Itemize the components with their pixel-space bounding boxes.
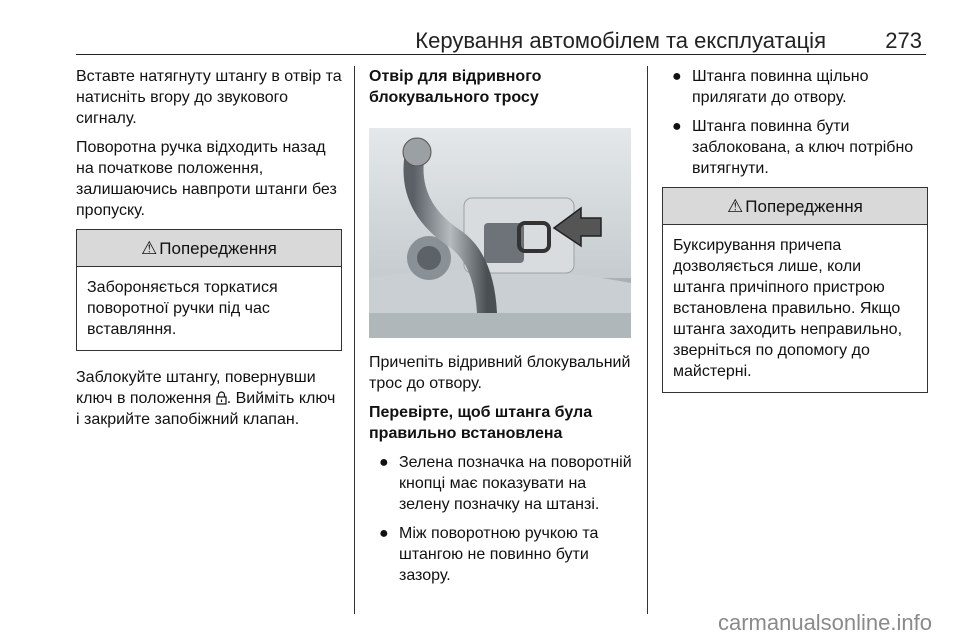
paragraph	[76, 367, 342, 430]
warning-header	[77, 230, 341, 267]
list-item-text: Між поворотною ручкою та штангою не повинно бути зазору.	[399, 525, 599, 584]
paragraph-text: . Вийміть ключ і закрийте запобіжний клапан.	[76, 390, 336, 428]
page-header	[76, 26, 926, 55]
warning-title: Попередження	[159, 239, 277, 258]
list-item	[369, 523, 635, 586]
column-middle	[369, 66, 635, 594]
bullet-list	[369, 452, 635, 586]
watermark: carmanualsonline.info	[717, 610, 932, 635]
bullet-icon: ●	[379, 454, 389, 471]
warning-box	[662, 187, 928, 393]
tow-bar-eyelet-illustration	[369, 128, 631, 338]
warning-header	[663, 188, 927, 225]
paragraph-text: Заблокуйте штангу, повернувши ключ в положення	[76, 369, 316, 407]
bullet-icon: ●	[672, 68, 682, 85]
figure-caption: Причепіть відривний блокувальний трос до отвору.	[369, 354, 631, 392]
list-item	[662, 116, 928, 179]
paragraph: Поворотна ручка відходить назад на початкове положення, залишаючись навпроти штанги без пропуску.	[76, 139, 337, 219]
lock-closed-icon	[216, 391, 227, 405]
list-item-text: Штанга повинна щільно прилягати до отвору.	[692, 68, 869, 106]
warning-triangle-icon: ⚠	[141, 238, 158, 258]
list-item	[662, 66, 928, 108]
column-left	[76, 66, 342, 438]
bullet-list	[662, 66, 928, 179]
warning-triangle-icon: ⚠	[727, 196, 744, 216]
warning-title: Попередження	[745, 197, 863, 216]
warning-box	[76, 229, 342, 351]
section-heading: Перевірте, щоб штанга була правильно встановлена	[369, 404, 593, 442]
list-item-text: Зелена позначка на поворотній кнопці має показувати на зелену позначку на штанзі.	[399, 454, 632, 513]
column-divider	[647, 66, 648, 614]
warning-text: Буксирування причепа дозволяється лише, коли штанга причіпного пристрою встановлена правильно. Якщо штанга заходить неправильно, зверніться по допомогу до майстерні.	[673, 237, 903, 380]
list-item	[369, 452, 635, 515]
section-heading: Отвір для відривного блокувального тросу	[369, 68, 542, 106]
chapter-title: Керування автомобілем та експлуатація	[415, 28, 826, 53]
paragraph: Вставте натягнуту штангу в отвір та натисніть вгору до звукового сигналу.	[76, 68, 342, 127]
bullet-icon: ●	[672, 118, 682, 135]
column-divider	[354, 66, 355, 614]
list-item-text: Штанга повинна бути заблокована, а ключ потрібно витягнути.	[692, 118, 914, 177]
warning-text: Забороняється торкатися поворотної ручки під час вставляння.	[87, 279, 278, 338]
column-right	[662, 66, 928, 409]
page-number: 273	[885, 28, 922, 53]
bullet-icon: ●	[379, 525, 389, 542]
